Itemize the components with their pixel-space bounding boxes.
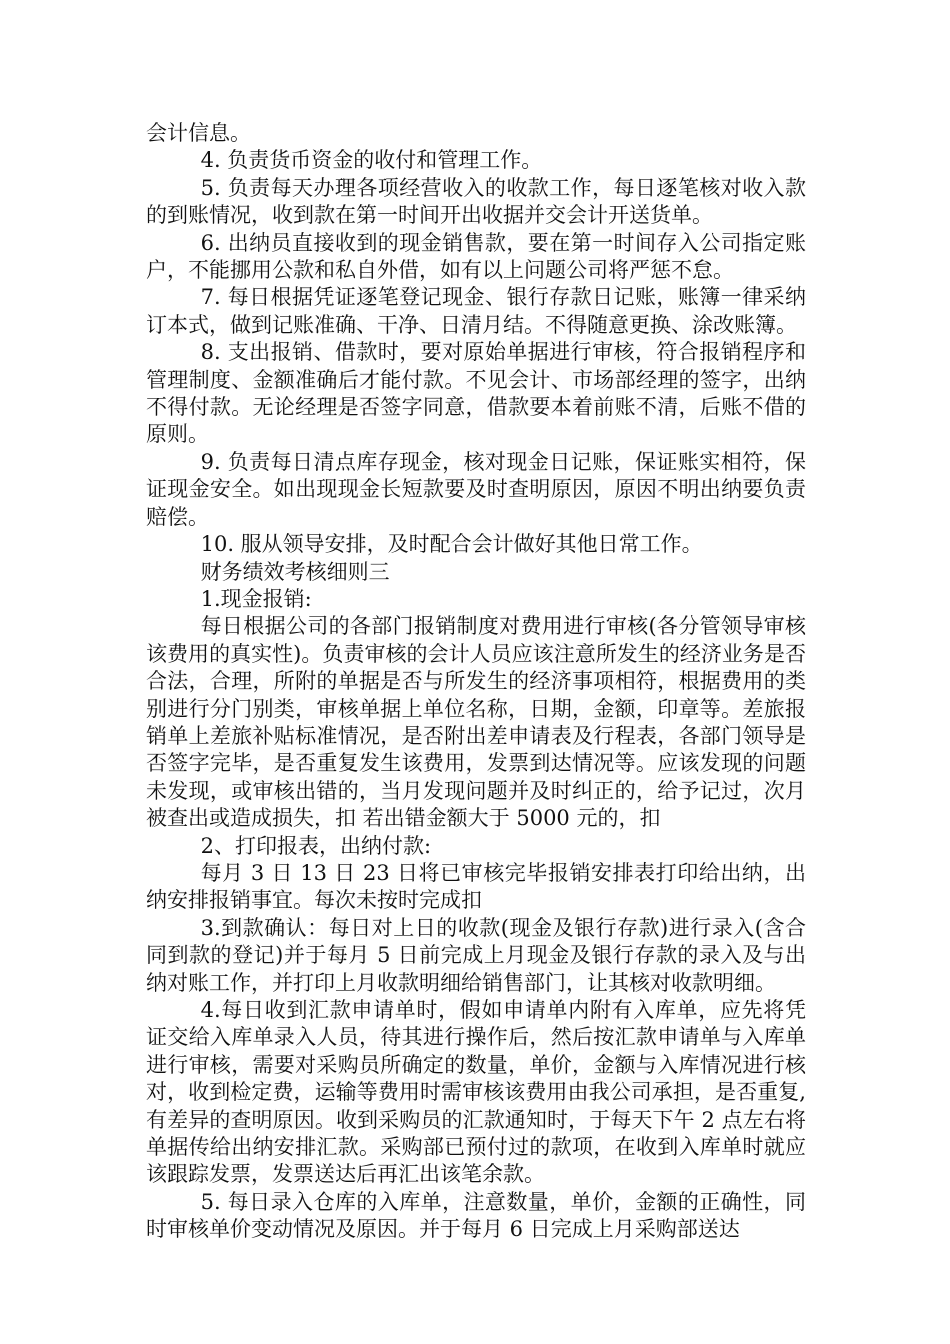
paragraph-item-6: 6. 出纳员直接收到的现金销售款，要在第一时间存入公司指定账户，不能挪用公款和私自外借，如有以上问题公司将严惩不怠。 — [146, 230, 806, 283]
paragraph-warehouse-entry: 5. 每日录入仓库的入库单，注意数量，单价，金额的正确性，同时审核单价变动情况及原因。并于每月 6 日完成上月采购部送达 — [146, 1189, 806, 1242]
paragraph-cash-reimbursement-body: 每日根据公司的各部门报销制度对费用进行审核(各分管领导审核该费用的真实性)。负责审核的会计人员应该注意所发生的经济业务是否合法，合理，所附的单据是否与所发生的经济事项相符，根据费用的类别进行分门别类，审核单据上单位名称，日期，金额，印章等。差旅报销单上差旅补贴标准情况，是否附出差申请表及行程表，各部门领导是否签字完毕，是否重复发生该费用，发票到达情况等。应该发现的问题未发现，或审核出错的，当月发现问题并及时纠正的，给予记过，次月被查出或造成损失，扣 若出错金额大于 5000 元的，扣 — [146, 614, 806, 831]
paragraph-item-9: 9. 负责每日清点库存现金，核对现金日记账，保证账实相符，保证现金安全。如出现现金长短款要及时查明原因，原因不明出纳要负责赔偿。 — [146, 449, 806, 529]
paragraph-item-7: 7. 每日根据凭证逐笔登记现金、银行存款日记账，账簿一律采纳订本式，做到记账准确、干净、日清月结。不得随意更换、涂改账簿。 — [146, 285, 806, 337]
subsection-print-reports: 2、打印报表，出纳付款: — [200, 833, 432, 858]
paragraph-item-5: 5. 负责每天办理各项经营收入的收款工作，每日逐笔核对收入款的到账情况，收到款在第一时间开出收据并交会计开送货单。 — [146, 175, 806, 228]
paragraph-continuation: 会计信息。 — [146, 121, 251, 145]
document-body — [146, 120, 806, 1244]
paragraph-payment-confirmation: 3.到款确认：每日对上日的收款(现金及银行存款)进行录入(含合同到款的登记)并于每月 5 日前完成上月现金及银行存款的录入及与出纳对账工作，并打印上月收款明细给销售部门，让其核对收款明细。 — [146, 915, 806, 995]
paragraph-print-reports-body: 每月 3 日 13 日 23 日将已审核完毕报销安排表打印给出纳，出纳安排报销事宜。每次未按时完成扣 — [146, 860, 806, 913]
paragraph-remittance-request: 4.每日收到汇款申请单时，假如申请单内附有入库单，应先将凭证交给入库单录入人员，待其进行操作后，然后按汇款申请单与入库单进行审核，需要对采购员所确定的数量，单价，金额与入库情况进行核对，收到检定费，运输等费用时需审核该费用由我公司承担，是否重复,有差异的查明原因。收到采购员的汇款通知时，于每天下午 2 点左右将单据传给出纳安排汇款。采购部已预付过的款项，在收到入库单时就应该跟踪发票，发票送达后再汇出该笔余款。 — [146, 998, 806, 1187]
paragraph-item-4: 4. 负责货币资金的收付和管理工作。 — [200, 148, 543, 173]
section-heading: 财务绩效考核细则三 — [200, 559, 390, 584]
subsection-cash-reimbursement: 1.现金报销: — [200, 586, 312, 611]
paragraph-item-8: 8. 支出报销、借款时，要对原始单据进行审核，符合报销程序和管理制度、金额准确后才能付款。不见会计、市场部经理的签字，出纳不得付款。无论经理是否签字同意，借款要本着前账不清，后账不借的原则。 — [146, 340, 806, 447]
paragraph-item-10: 10. 服从领导安排，及时配合会计做好其他日常工作。 — [200, 532, 703, 557]
